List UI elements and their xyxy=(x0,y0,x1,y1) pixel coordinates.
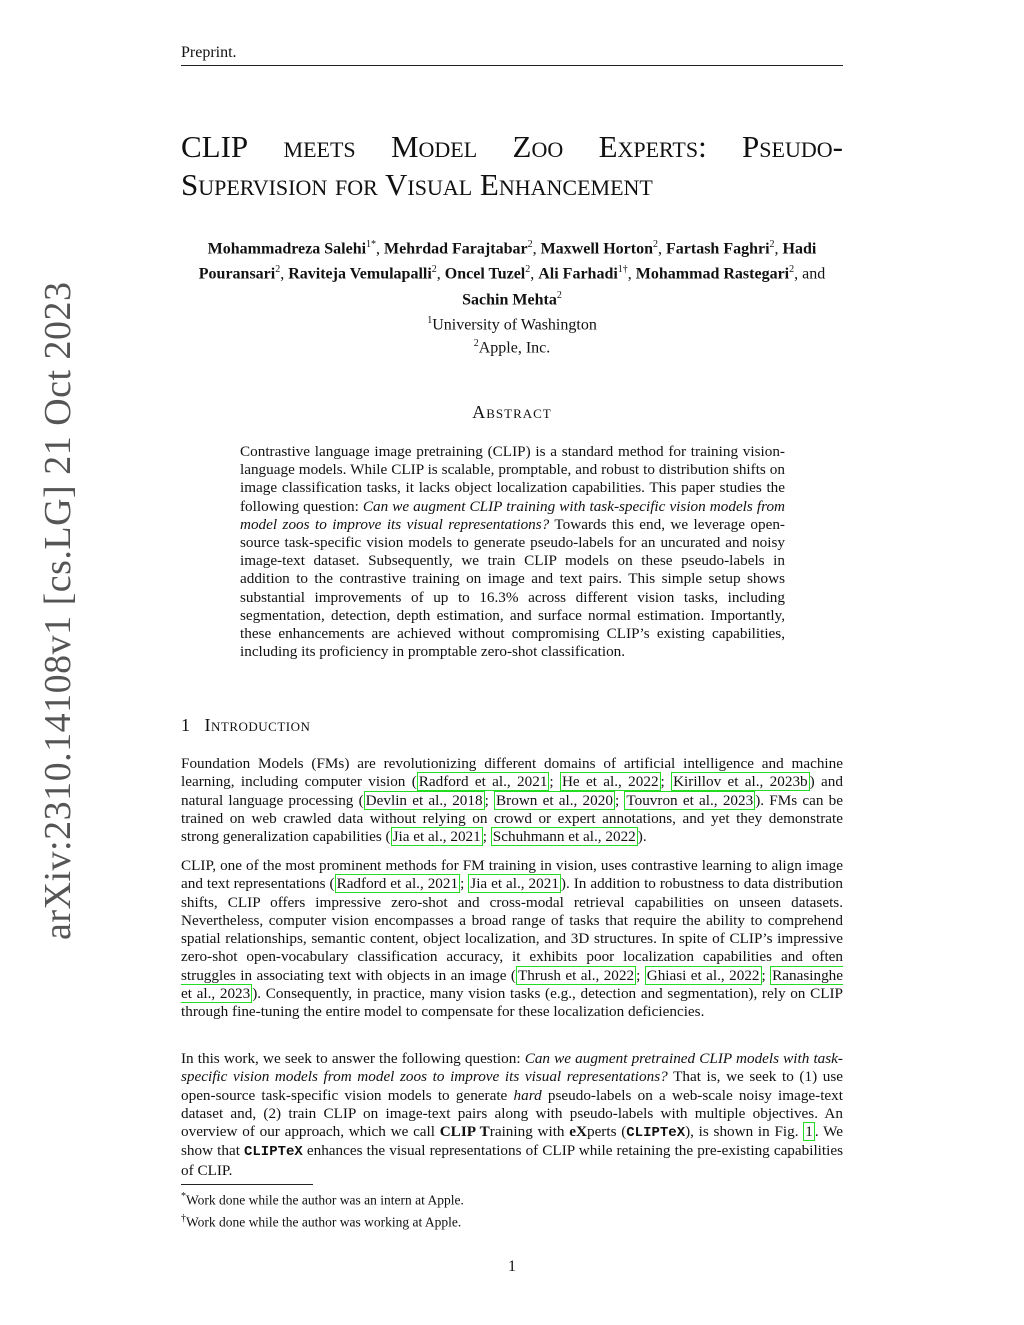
body-text: Foundation Models (FMs) are revolutionizing different domains of artificial intelligence and machine learning, including computer vision ( xyxy=(181,755,843,791)
bold-text: eX xyxy=(569,1123,587,1141)
body-text: CLIP, one of the most prominent methods for FM training in vision, uses contrastive learning to align image and text representations ( xyxy=(181,857,843,893)
intro-paragraph-1 xyxy=(181,755,843,846)
author-name: Fartash Faghri xyxy=(665,240,770,258)
body-text: raining with xyxy=(489,1123,570,1141)
author-name: Sachin Mehta xyxy=(462,290,557,308)
author-name: Mehrdad Farajtabar xyxy=(384,240,528,258)
body-text: perts ( xyxy=(586,1123,627,1141)
title-word: Experts: xyxy=(598,129,707,164)
affiliations xyxy=(181,311,843,358)
author-name: Ali Farhadi xyxy=(538,265,618,283)
body-text: enhances the visual representations of CLIP while retaining the pre-existing capabilities of CLIP. xyxy=(181,1142,843,1179)
citation-link[interactable]: Devlin et al., 2018 xyxy=(365,791,483,809)
footnote-marker: * xyxy=(181,1191,186,1202)
abstract-body xyxy=(240,443,785,661)
citation-link[interactable]: Radford et al., 2021 xyxy=(418,773,548,791)
body-text: ; xyxy=(660,773,672,791)
author-name: Oncel Tuzel xyxy=(444,265,526,283)
body-text: ). In addition to robustness to data distribution shifts, CLIP offers impressive zero-shot and cross-modal retrieval capabilities on unseen datasets. Nevertheless, computer vision encompasses a broad range of tasks that require the ability to comprehend spatial relationships, semantic content, object localization, and 3D structures. In spite of CLIP’s impressive zero-shot open-vocabulary classification accuracy, it exhibits poor localization capabilities and often struggles in associating text with objects in an image ( xyxy=(181,875,843,984)
body-text: pseudo-labels on a web-scale noisy image-text dataset and, (2) train CLIP on image-text pairs along with pseudo-labels with multiple objectives. An overview of our approach, which we call xyxy=(181,1086,843,1141)
citation-link[interactable]: Thrush et al., 2022 xyxy=(517,966,635,984)
affiliation-marker: 1 xyxy=(427,315,433,326)
affiliation-marker: 2 xyxy=(525,264,531,276)
abstract-heading: Abstract xyxy=(472,402,552,422)
author-list: Mohammadreza Salehi$^{1*}$, Mehrdad Farajtabar$^2$, Maxwell Horton$^2$, Fartash Faghri$^2$, Hadi Pouransari$^2$, Raviteja Vemulapalli$^2$, Oncel Tuzel$^2$, Ali Farhadi$^{1\dagger}$, Mohammad Rastegari$^2$, and Sachin Mehta$^2$ xyxy=(198,239,826,308)
citation-link[interactable]: Schuhmann et al., 2022 xyxy=(492,828,636,846)
body-text: ). FMs can be trained on web crawled data without relying on crowd or expert annotations, and yet they demonstrate strong generalization capabilities ( xyxy=(181,791,843,846)
body-text: . We show that xyxy=(181,1123,843,1160)
author-name: Mohammad Rastegari xyxy=(635,265,790,283)
affiliation-marker: 2 xyxy=(473,338,479,350)
footnotes xyxy=(181,1188,843,1231)
author-name: Hadi Pouransari xyxy=(198,240,817,283)
footnote-text: Work done while the author was working at Apple. xyxy=(186,1214,462,1229)
bold-text: CLIP T xyxy=(439,1123,490,1141)
section-heading xyxy=(181,715,310,736)
title-word: meets xyxy=(283,129,356,164)
body-text: ; xyxy=(761,966,771,984)
affiliation-apple: Apple, Inc. xyxy=(478,339,551,357)
page-number: 1 xyxy=(508,1258,516,1275)
citation-link[interactable]: Radford et al., 2021 xyxy=(336,875,459,893)
running-header: Preprint. xyxy=(181,44,843,66)
abstract-text: Contrastive language image pretraining (CLIP) is a standard method for training vision-language models. While CLIP is scalable, promptable, and robust to distribution shifts on image classification tasks, it lacks object localization capabilities. This paper studies the following question: xyxy=(240,443,785,515)
author-name: Mohammadreza Salehi xyxy=(207,240,367,258)
method-name: CLIPTeX xyxy=(243,1144,303,1161)
body-text: That is, we seek to (1) use open-source task-specific vision models to generate xyxy=(181,1068,844,1104)
emphasis-hard: hard xyxy=(513,1086,542,1104)
section-number: 1 xyxy=(181,715,191,735)
citation-link[interactable]: Ranasinghe et al., 2023 xyxy=(181,966,844,1003)
affiliation-marker: 1* xyxy=(366,239,377,250)
body-text: ). xyxy=(637,828,647,846)
citation-link[interactable]: Brown et al., 2020 xyxy=(496,791,613,809)
body-text: ; xyxy=(614,791,625,809)
body-text: ), is shown in Fig. xyxy=(685,1123,804,1141)
citation-link[interactable]: Jia et al., 2021 xyxy=(392,828,481,846)
affiliation-marker: 2 xyxy=(527,239,533,250)
affiliation-marker: 2 xyxy=(769,239,775,250)
paper-title xyxy=(181,128,843,204)
citation-link[interactable]: He et al., 2022 xyxy=(561,773,659,791)
arxiv-identifier[interactable]: arXiv:2310.14108v1 [cs.LG] 21 Oct 2023 xyxy=(37,281,79,940)
intro-paragraph-3 xyxy=(181,1050,843,1180)
body-text: ; xyxy=(484,791,495,809)
affiliation-marker: 2 xyxy=(652,239,658,250)
footnote-text: Work done while the author was an intern at Apple. xyxy=(186,1192,464,1208)
title-word: Model xyxy=(390,129,478,164)
body-text: In this work, we seek to answer the following question: xyxy=(181,1050,525,1067)
affiliation-marker: 2 xyxy=(431,264,437,276)
body-text: ; xyxy=(636,966,645,984)
author-name: Maxwell Horton xyxy=(540,240,653,258)
body-text: ). Consequently, in practice, many vision tasks (e.g., detection and segmentation), rely on CLIP through fine-tuning the entire model to compensate for these localization deficiencies. xyxy=(181,985,843,1021)
footnote-marker: † xyxy=(181,1212,186,1224)
title-word: Zoo xyxy=(512,129,564,164)
citation-link[interactable]: Jia et al., 2021 xyxy=(470,875,559,893)
conjunction: and xyxy=(802,265,826,283)
affiliation-marker: 2 xyxy=(275,264,281,276)
footnote-divider xyxy=(181,1184,313,1185)
section-title: Introduction xyxy=(204,715,311,735)
abstract-question: Can we augment CLIP training with task-specific vision models from model zoos to improve its visual representations? xyxy=(240,497,785,533)
affiliation-marker: 2 xyxy=(789,264,795,276)
affiliation-marker: 2 xyxy=(556,289,562,301)
affiliation-marker: 1† xyxy=(617,264,628,276)
research-question: Can we augment pretrained CLIP models with task-specific vision models from model zoos to improve its visual representations? xyxy=(181,1050,843,1086)
citation-link[interactable]: Touvron et al., 2023 xyxy=(626,791,754,809)
citation-link[interactable]: Kirillov et al., 2023b xyxy=(673,773,808,791)
method-name: CLIPTeX xyxy=(626,1125,686,1142)
body-text: ; xyxy=(482,828,491,846)
intro-paragraph-2 xyxy=(181,857,843,1022)
title-word: Pseudo- xyxy=(742,129,843,164)
abstract-text: Towards this end, we leverage open-source task-specific vision models to generate pseudo-labels for an uncurated and noisy image-text dataset. Subsequently, we train CLIP models on these pseudo-labels in addition to the contrastive training on image and text pairs. This simple setup shows substantial improvements of up to 16.3% across different vision tasks, including segmentation, detection, depth estimation, and surface normal estimation. Importantly, these enhancements are achieved without compromising CLIP’s existing capabilities, including its proficiency in promptable zero-shot classification. xyxy=(240,515,785,661)
body-text: ; xyxy=(460,875,469,893)
author-name: Raviteja Vemulapalli xyxy=(288,265,432,283)
title-line-2: Supervision for Visual Enhancement xyxy=(181,167,653,202)
affiliation-uw: University of Washington xyxy=(432,316,597,334)
citation-link[interactable]: Ghiasi et al., 2022 xyxy=(646,966,760,984)
title-word: CLIP xyxy=(181,129,249,164)
body-text: ; xyxy=(549,773,560,791)
body-text: ) and natural language processing ( xyxy=(181,773,843,809)
figure-link[interactable]: 1 xyxy=(805,1123,813,1141)
